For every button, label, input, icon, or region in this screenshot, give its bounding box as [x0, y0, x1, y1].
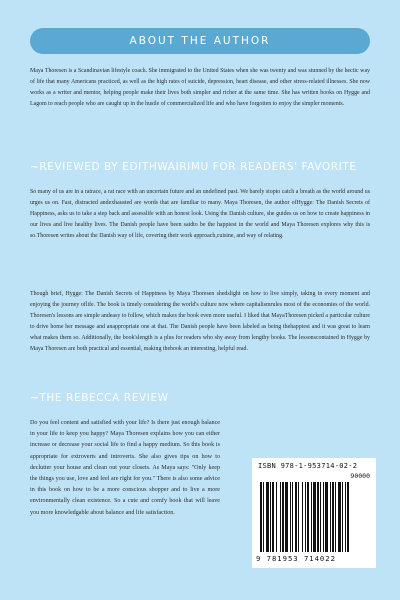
ean-digits: 9 781953 714022	[256, 554, 336, 563]
review2-title: ~THE REBECCA REVIEW	[30, 392, 169, 404]
price-code: 90000	[350, 472, 370, 480]
review1-title: ~REVIEWED BY EDITHWAIRIMU FOR READERS' FAVORITE	[30, 161, 357, 173]
isbn-barcode	[252, 458, 376, 568]
barcode-bars	[258, 482, 370, 552]
about-author-title: ABOUT THE AUTHOR	[129, 35, 271, 47]
review2-body: Do you feel content and satisfied with your life? Is there just enough balance in your life to keep you happy? Maya Thoresen explains how you can either increase or decrease your social life to find a happy medium. So this book is appropriate for extroverts and introverts. She also gives tips on how to declutter your house and clean out your closets. As Maya says: "Only keep the things you use, love and feel are right for you." There is also some advice in this book on how to be a more conscious shopper and to live a more environmentally clean existence. So a cute and comfy book that will leave you more knowledgable about balance and life satisfaction.	[30, 420, 220, 516]
review1-paragraph-2: Though brief, Hygge: The Danish Secrets of Happiness by Maya Thoresen shedslight on how to live simply, taking in every moment and enjoying the journey oflife. The book is timely considering the world's culture now where capitalismrules most of the economies of the world. Thoresen's lessons are simple andeasy to follow, which makes the book even more useful. I liked that MayaThoresen picked a particular culture to drive home her message and anappropriate one at that. The Danish people have been labeled as being thehappiest and it was great to learn what makes them so. Additionally, the book'slength is a plus for readers who shy away from lengthy books. The lessonscontained in Hygge by Maya Thoresen are both practical and essential, making thebook an interesting, helpful read.	[30, 291, 370, 352]
author-bio: Maya Thoresen is a Scandinavian lifestyle coach. She immigrated to the United States when she was twenty and was stunned by the hectic way of life that many Americans practiced, as well as the high rates of suicide, depression, heart disease, and other stress-related illnesses. She now works as a writer and mentor, helping people make their lives both simpler and richer at the same time. She has written books on Hygge and Lagom to reach people who are caught up in the hustle of commercialized life and who have forgotten to enjoy the simpler moments.	[30, 68, 370, 107]
isbn-label: ISBN 978-1-953714-02-2	[258, 462, 358, 470]
about-author-header	[30, 28, 370, 54]
review1-paragraph-1: So many of us are in a ratrace, a rat race with an uncertain future and an undefined past. We barely stopto catch a breath as the world around us urges us on. Fast, distracted andexhausted are words that are familiar to many. Maya Thoresen, the author ofHygge: The Danish Secrets of Happiness, asks us to take a step back and assesslife with an honest look. Using the Danish culture, she guides us on how to create happiness in our lives and live healthy lives. The Danish people have been saidto be the happiest in the world and Maya Thoresen explores why this is so.Thoresen writes about the Danish way of life, covering their work approach,cuisine, and way of relating.	[30, 189, 370, 239]
